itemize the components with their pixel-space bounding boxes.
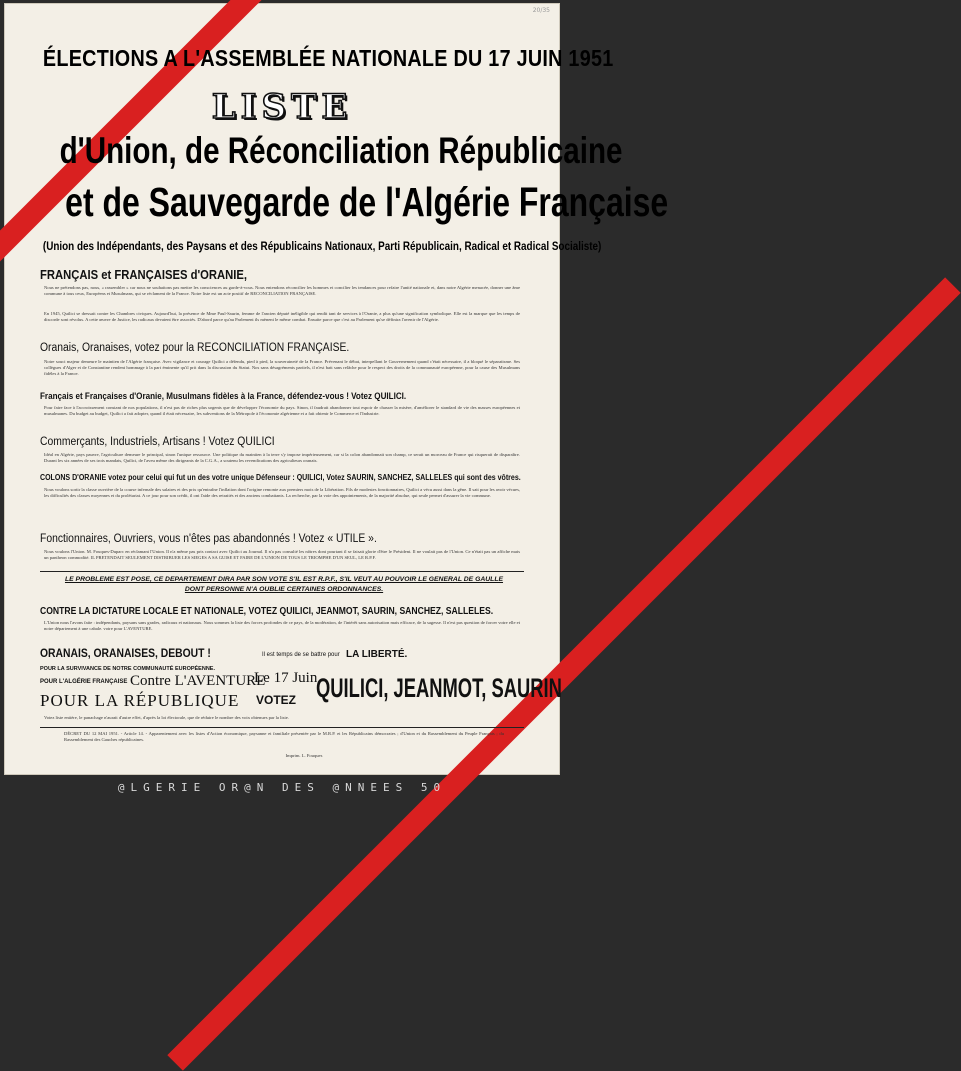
date-text: Le 17 Juin — [254, 670, 318, 686]
sauvegarde-line: et de Sauvegarde de l'Algérie Française — [65, 179, 669, 225]
candidates-names: QUILICI, JEANMOT, SAURIN — [316, 673, 562, 703]
battle-text: Il est temps de se battre pour — [262, 652, 340, 658]
paragraph: Votez liste entière, le panachage n'aurait d'autre effet, d'après la loi électorale, que de réduire le nombre des voix obtenues par la liste. — [44, 715, 289, 720]
decree-text: DÉCRET DU 12 MAI 1951. - Article 14. - Apparentement avec les listes d'Action économique, paysanne et familiale présentée par le M.R.P. et les Républicains démocrates ; d'Union et du Rassemblement du Peuple Français ; du Rassemblement des Gauches républicaines. — [64, 731, 504, 742]
election-poster — [4, 3, 669, 775]
debout-heading: ORANAIS, ORANAISES, DEBOUT ! — [40, 648, 211, 660]
divider — [40, 571, 524, 572]
contre-aventure-text: Contre L'AVENTURE — [130, 673, 266, 689]
watermark-footer: @LGERIE OR@N DES @NNEES 50 — [117, 781, 447, 794]
section-heading: Commerçants, Industriels, Artisans ! Votez QUILICI — [40, 436, 275, 448]
printer-credit: Imprim. L. Fouques — [285, 753, 323, 758]
paragraph: Nous voulons sortir la classe ouvrière de la course infernale des salaires et des prix qu'entraîne l'inflation dont l'origine remonte aux premiers mois de la Libération. Fils de modestes fonctionnaires, Quilici a vécu aussi dans la gêne. Il sait pour les avoir vécues, les difficultés des classes moyennes et du prolétariat. A ce jour pour son crédit, il ont l'aide des retraités et des anciens combattants. La recherche, par la voie des appointements, de la majorité absolue, qui seule permet d'assurer la vie commune. — [44, 487, 521, 498]
section-heading: Français et Françaises d'Oranie, Musulmans fidèles à la France, défendez-vous ! Votez QUILICI. — [40, 391, 407, 402]
paragraph: Nous ne prétendons pas, nous, « rassembler » car nous ne souhaitons pas mettre les consciences au garde-à-vous. Nous entendons réconcilier les hommes et concilier les tendances pour refaire l'unité nationale et, dans notre Algérie menacée, donner une âme commune à tous ceux, Européens et Musulmans, qui se réclament de la France. Notre liste est un acte positif de RECONCILIATION FRANÇAISE. — [44, 285, 520, 296]
liberte-text: LA LIBERTÉ. — [346, 649, 408, 660]
section-heading: Oranais, Oranaises, votez pour la RECONCILIATION FRANÇAISE. — [40, 342, 350, 354]
divider — [40, 727, 524, 728]
liste-heading: LISTE — [211, 87, 353, 127]
paragraph: L'Union nous l'avons faite : indépendants, paysans sans grades, radicaux et nationaux. Nous sommes la liste des forces profondes de ce pays, de la modération, de l'intérêt sans autorisation mais efficace, de la sagesse. Il n'est pas question de forcer votre elle et notre département à une cabale. votre pour L'AVENTURE. — [44, 620, 520, 631]
parties-subtitle: (Union des Indépendants, des Paysans et des Républicains Nationaux, Parti Républicain, Radical et Radical Socialiste) — [42, 241, 602, 253]
algerie-francaise-text: POUR L'ALGÉRIE FRANÇAISE — [40, 679, 128, 685]
votez-text: VOTEZ — [256, 693, 297, 707]
corner-reference: 20/35 — [532, 7, 550, 14]
section-heading: COLONS D'ORANIE votez pour celui qui fut un des votre unique Défenseur : QUILICI, Votez SAURIN, SANCHEZ, SALLELES qui sont des vôtres. — [40, 473, 521, 482]
section-heading: FRANÇAIS et FRANÇAISES d'ORANIE, — [40, 268, 248, 282]
paragraph: Nous voulons l'Union. M. Fouques-Duparc en réclamant l'Union. Il n'a même pas pris contact avec Quilici au Journal. Il n'a pas consulté les nôtres dont pourtant il se faisait glorie d'être le Président. Il ne voulait pas de l'Union. Ce n'était pas un affiche mais un pantheon commodité. IL PRETENDAIT SEULEMENT DISTRIBUER LES SIEGES A SA GUISE ET FAIRE DE L'UNION DE TOUS LE TRIOMPHE D'UN SEUL, LE R.P.F. — [44, 549, 520, 560]
paragraph: Pour faire face à l'accroissement constant de nos populations, il n'est pas de riches plus urgents que de développer l'économie du pays. Sinon, il faudrait abandonner tout espoir de chasser la misère, d'améliorer le standard de vie des masses européennes et musulmanes. Du budget au budget, Quilici a fait adopter, quand il était nécessaire, les subventions de la Métropole à l'économie algérienne et a fait obtenir le Commerce et l'Industrie. — [44, 405, 520, 416]
section-heading: CONTRE LA DICTATURE LOCALE ET NATIONALE, VOTEZ QUILICI, JEANMOT, SAURIN, SANCHEZ, SALLELES. — [40, 606, 494, 617]
rpf-statement: LE PROBLEME EST POSE, CE DEPARTEMENT DIRA PAR SON VOTE S'IL EST R.P.F., S'IL VEUT AU POUVOIR LE GENERAL DE GAULLE DONT PERSONNE N'A OUBLIE CERTAINES ORDONNANCES. — [64, 576, 504, 593]
paragraph: En 1945, Quilici se dressait contre les Chambres civiques. Aujourd'hui, la présence de Mme Paul-Saurin, femme de l'ancien député inéligible qui rendit tant de services à l'Oranie, a plus qu'une signification symbolique. Elle est la marque que les temps de discorde sont révolus. A cette œuvre de Justice, les radicaux devaient être associés. D'abord parce qu'au Parlement ils mènent le même combat. Ensuite parce que c'est au Parlement qu'se définira l'avenir de l'Algérie. — [44, 311, 520, 322]
paragraph: Idéal en Algérie, pays pauvre, l'agriculture demeure le principal, sinon l'unique ressource. Une politique du maintien à la terre s'y impose impérieusement, car si la colon abandonnait son champ, ce serait un morceau de France qui risquerait de disparaître. Durant les six années de ses trois mandats, Quilici, de l'aveu même des dirigeants de la C.G.A., a soutenu les revendications des agriculteurs oranais. — [44, 452, 520, 463]
poster-title-line: ÉLECTIONS A L'ASSEMBLÉE NATIONALE DU 17 JUIN 1951 — [42, 45, 614, 71]
republique-text: POUR LA RÉPUBLIQUE — [40, 691, 240, 710]
survivance-text: POUR LA SURVIVANCE DE NOTRE COMMUNAUTÉ EUROPÉENNE. — [40, 666, 215, 672]
section-heading: Fonctionnaires, Ouvriers, vous n'êtes pas abandonnés ! Votez « UTILE ». — [40, 533, 377, 545]
union-line: d'Union, de Réconciliation Républicaine — [59, 130, 623, 171]
paragraph: Notre souci majeur demeure le maintien de l'Algérie française. Avec vigilance et courage Quilici a défendu, pied à pied, la souveraineté de la France. Prévenant le débat, interpellant le Gouvernement quand c'était nécessaire, il a bloqué le séparatisme. Ses collègues d'Alger et de Constantine rendent hommage à la part éminente qu'il prit dans la discussion du Statut. Nos sans désagréments partiels, il n'est batt sans relâche pour le respect des droits de la communauté européenne, pour la cause des Musulmans fidèles à la France. — [44, 359, 520, 376]
